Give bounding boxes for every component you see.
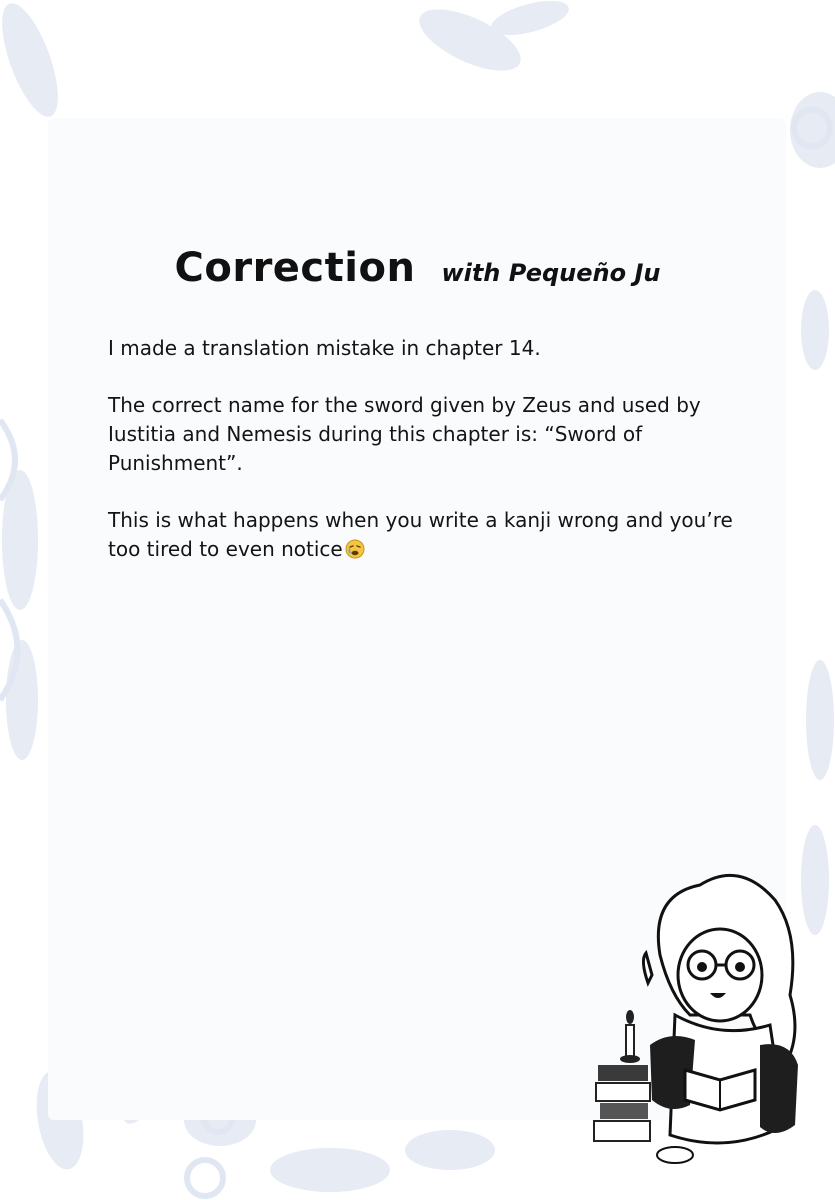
paragraph-3-text: This is what happens when you write a kanji wrong and you’re too tired to even notice	[108, 508, 733, 561]
book-stack-icon	[594, 1065, 650, 1141]
mascot-illustration	[590, 865, 810, 1170]
message-body	[108, 334, 748, 592]
page-title: Correction	[174, 245, 416, 291]
tired-face-icon	[345, 539, 365, 559]
page-subtitle: with Pequeño Ju	[441, 259, 661, 287]
paragraph-3	[108, 506, 748, 564]
header	[0, 245, 835, 291]
paragraph-2: The correct name for the sword given by Zeus and used by Iustitia and Nemesis during this chapter is: “Sword of Punishment”.	[108, 393, 701, 475]
candle-icon	[620, 1010, 640, 1063]
paragraph-1: I made a translation mistake in chapter 14.	[108, 336, 541, 360]
